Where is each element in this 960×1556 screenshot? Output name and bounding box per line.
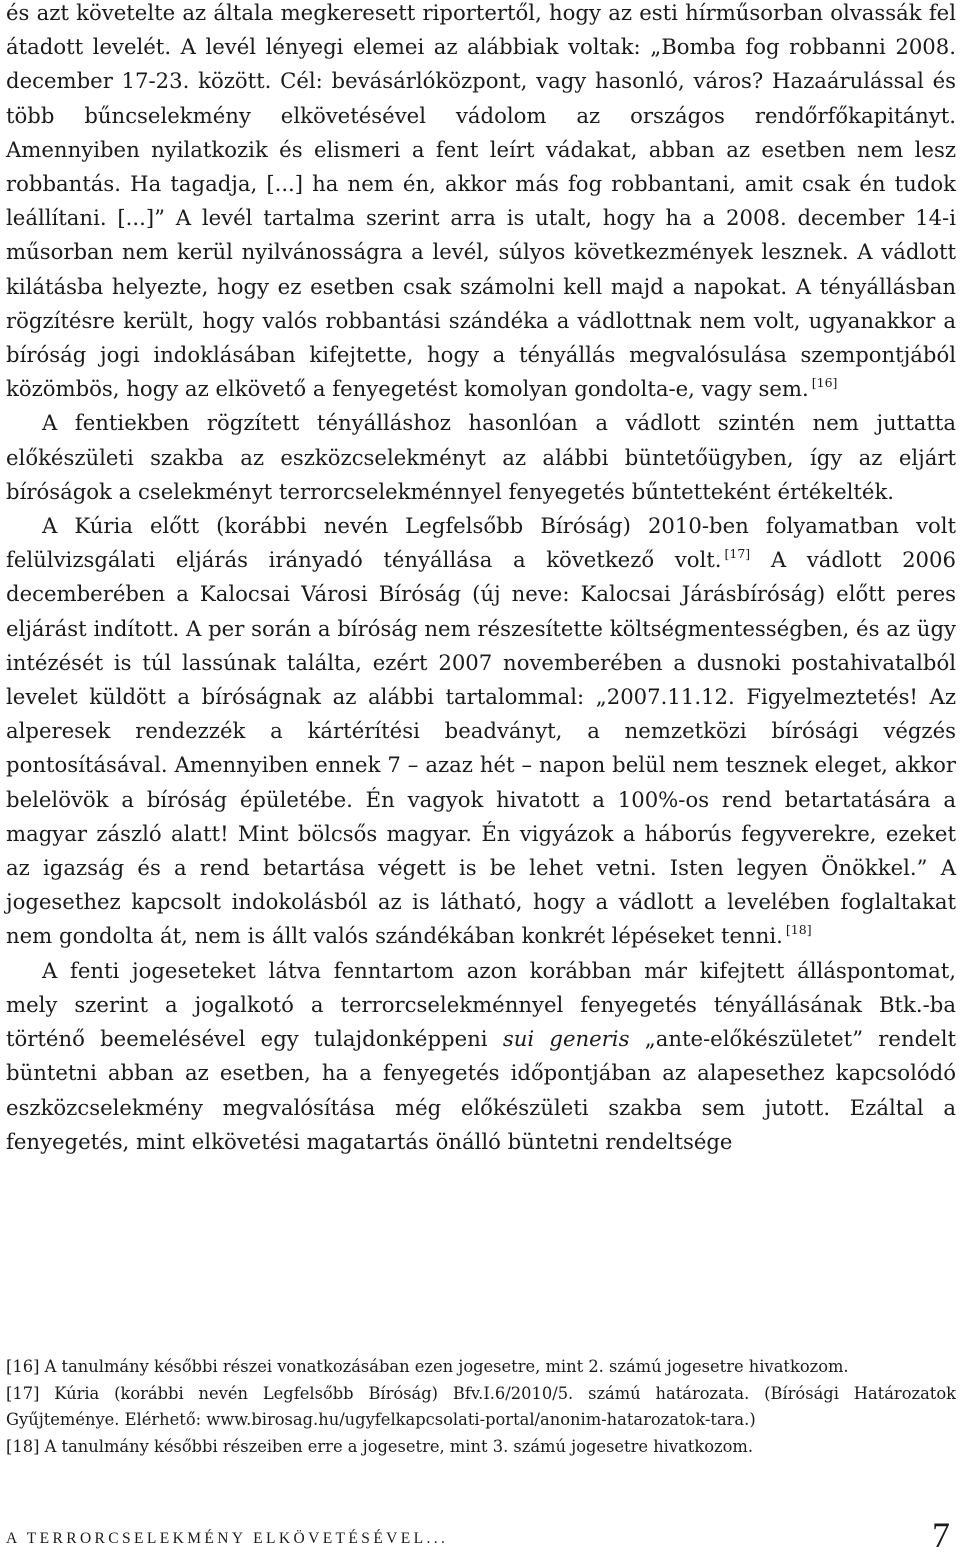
paragraph-1-text: és azt követelte az általa megkeresett riportertől, hogy az esti hírműsorban olvassák fel átadott levelét. A levél lényegi elemei az alábbiak voltak: „Bomba fog robbanni 2008. december 17-23. között. Cél: bevásárlóközpont, vagy hasonló, város? Hazaárulással és több bűncselekmény elkövetésével vádolom az országos rendőrfőkapitányt. Amennyiben nyilatkozik és elismeri a fent leírt vádakat, abban az esetben nem lesz robbantás. Ha tagadja, [...] ha nem én, akkor más fog robbantani, amit csak én tudok leállítani. [...]” A levél tartalma szerint arra is utalt, hogy ha a 2008. december 14-i műsorban nem kerül nyilvánosságra a levél, súlyos következmények lesznek. A vádlott kilátásba helyezte, hogy ez esetben csak számolni kell majd a napokat. A tényállásban rögzítésre került, hogy valós robbantási szándéka a vádlottnak nem volt, ugyanakkor a bíróság jogi indoklásában kifejtette, hogy a tényállás megvalósulása szempontjából közömbös, hogy az elkövető a fenyegetést komolyan gondolta-e, vagy sem. (6, 0, 956, 402)
page-footer (6, 1508, 954, 1555)
footnotes (6, 1354, 956, 1460)
page-number: 7 (932, 1515, 950, 1555)
footnote-ref-17[interactable]: [17] (724, 546, 751, 562)
paragraph-2: A fentiekben rögzített tényálláshoz hasonlóan a vádlott szintén nem juttatta előkészületi szakba az eszközcselekményt az alábbi büntetőügyben, így az eljárt bíróságok a cselekményt terrorcselekménnyel fenyegetés bűntetteként értékelték. (6, 410, 956, 504)
footnote-18: [18] A tanulmány későbbi részeiben erre a jogesetre, mint 3. számú jogesetre hivatkozom. (6, 1436, 753, 1456)
paragraph-1 (6, 0, 956, 406)
footnote-ref-18[interactable]: [18] (785, 922, 812, 938)
paragraph-3-lead: A Kúria előtt (korábbi nevén Legfelsőbb Bíróság) 2010-ben folyamatban volt felülvizsgálati eljárás irányadó tényállása a következő volt. (6, 513, 956, 573)
paragraph-4-tail: „ante-előkészületet” rendelt büntetni abban az esetben, ha a fenyegetés időpontjában az alapesethez kapcsolódó eszközcselekmény megvalósítása még előkészületi szakba sem jutott. Ezáltal a fenyegetés, mint elkövetési magatartás önálló büntetni rendeltsége (6, 1026, 956, 1154)
footnote-16: [16] A tanulmány későbbi részei vonatkozásában ezen jogesetre, mint 2. számú jogesetre hivatkozom. (6, 1357, 849, 1376)
running-head: A TERRORCSELEKMÉNY ELKÖVETÉSÉVEL... (6, 1530, 449, 1547)
footnote-17: [17] Kúria (korábbi nevén Legfelsőbb Bíróság) Bfv.I.6/2010/5. számú határozata. (Bírósági Határozatok Gyűjteménye. Elérhető: www.birosag.hu/ugyfelkapcsolati-portal/anonim-hatarozatok-tara.) (6, 1383, 956, 1430)
footnote-ref-16[interactable]: [16] (811, 375, 838, 391)
paragraph-3 (6, 509, 956, 954)
paragraph-4-lead: A fenti jogeseteket látva fenntartom azon korábban már kifejtett álláspontomat, mely szerint a jogalkotó a terrorcselekménnyel fenyegetés tényállásának Btk.-ba történő beemelésével egy tulajdonképpeni (6, 957, 956, 1052)
paragraph-4-italic: sui generis (502, 1026, 630, 1052)
paragraph-3-middle: A vádlott 2006 decemberében a Kalocsai Városi Bíróság (új neve: Kalocsai Járásbíróság) előtt peres eljárást indított. A per során a bíróság nem részesítette költségmentességben, és az ügy intézését is túl lassúnak találta, ezért 2007 novemberében a dusnoki postahivatalból levelet küldött a bíróságnak az alábbi tartalommal: „2007.11.12. Figyelmeztetés! Az alperesek rendezzék a kártérítési beadványt, a nemzetközi bírósági végzés pontosításával. Amennyiben ennek 7 – azaz hét – napon belül nem tesznek eleget, akkor belelövök a bíróság épületébe. Én vagyok hivatott a 100%-os rend betartatására a magyar zászló alatt! Mint bölcsős magyar. Én vigyázok a háborús fegyverekre, ezeket az igazság és a rend betartása végett is be lehet vetni. Isten legyen Önökkel.” A jogesethez kapcsolt indokolásból az is látható, hogy a vádlott a levelében foglaltakat nem gondolta át, nem is állt valós szándékában konkrét lépéseket tenni. (6, 547, 956, 949)
document-page (6, 0, 956, 1159)
paragraph-4 (6, 954, 956, 1159)
body-text (6, 0, 956, 1159)
